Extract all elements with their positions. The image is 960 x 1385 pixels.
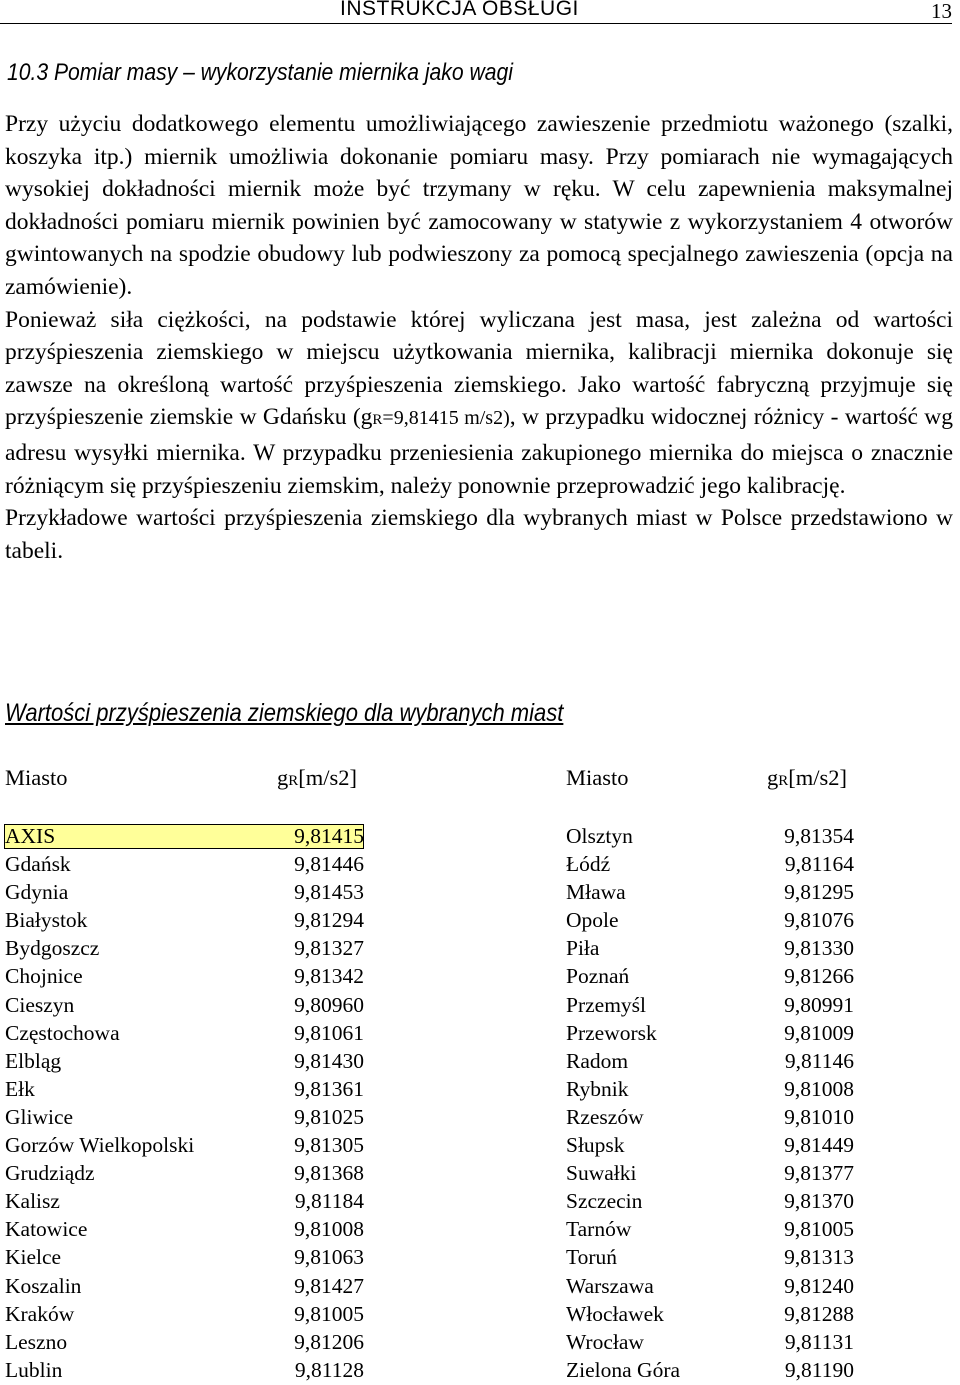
city-name-right: Przeworsk [566,1020,657,1045]
g-value-left: 9,81427 [294,1273,364,1298]
g-value-left: 9,81361 [294,1076,364,1101]
g-value-left: 9,81025 [294,1104,364,1129]
city-name-right: Włocławek [566,1301,664,1326]
column-header-g-subscript: R [288,773,299,789]
table-row [0,850,960,878]
g-value-left: 9,81430 [294,1048,364,1073]
table-row [0,1328,960,1356]
g-value-left: 9,81446 [294,852,364,877]
table-title: Wartości przyśpieszenia ziemskiego dla wybranych miast [5,699,564,727]
city-name-right: Rybnik [566,1076,629,1101]
city-name-right: Wrocław [566,1329,644,1354]
table-row [0,1103,960,1131]
city-name-left: Leszno [5,1329,68,1354]
gravity-table [0,822,960,1384]
table-row [0,1215,960,1243]
city-name-left: Katowice [5,1217,88,1242]
g-value-right: 9,81330 [784,936,854,961]
g-value-right: 9,81008 [784,1076,854,1101]
city-name-right: Toruń [566,1245,618,1270]
table-row [0,878,960,906]
g-value-left: 9,81128 [294,1357,364,1382]
column-header-g-left [277,765,357,791]
column-header-g-symbol: g [767,765,779,790]
g-value-left: 9,81005 [294,1301,364,1326]
g-value-left: 9,80960 [294,992,364,1017]
g-value-right: 9,80991 [784,992,854,1017]
paragraph-calibration-text-end: , w przypadku widocznej różnicy - wartość wg adresu wysyłki miernika. W przypadku przeniesienia zakupionego miernika do miejsca o znacznie różniącym się przyśpieszeniu ziemskim, należy ponownie przeprowadzić jego kalibrację. [5,404,953,499]
column-header-g-subscript: R [778,773,789,789]
table-row [0,962,960,990]
column-header-g-unit: [m/s2] [788,765,848,790]
city-name-left: Gdańsk [5,852,71,877]
table-row [0,1243,960,1271]
factory-g-value: =9,81415 m/s2) [382,407,510,430]
g-value-left: 9,81453 [294,880,364,905]
g-value-left: 9,81206 [294,1329,364,1354]
g-value-left: 9,81327 [294,936,364,961]
city-name-left: Koszalin [5,1273,82,1298]
city-name-left: Kraków [5,1301,75,1326]
paragraph-calibration [5,304,953,503]
g-value-right: 9,81190 [784,1357,854,1382]
city-name-left: Bydgoszcz [5,936,100,961]
g-value-right: 9,81449 [784,1133,854,1158]
header-title: INSTRUKCJA OBSŁUGI [340,0,579,20]
g-value-right: 9,81240 [784,1273,854,1298]
table-row [0,1300,960,1328]
table-row [0,934,960,962]
paragraph-table-intro: Przykładowe wartości przyśpieszenia ziemskiego dla wybranych miast w Polsce przedstawiono w tabeli. [5,505,953,564]
table-row [0,1047,960,1075]
g-value-left: 9,81184 [294,1189,364,1214]
table-row [0,1131,960,1159]
g-value-right: 9,81288 [784,1301,854,1326]
city-name-left: Gdynia [5,880,69,905]
g-value-right: 9,81005 [784,1217,854,1242]
g-value-right: 9,81164 [784,852,854,877]
city-name-left: Kalisz [5,1189,60,1214]
g-value-left: 9,81305 [294,1133,364,1158]
g-value-right: 9,81313 [784,1245,854,1270]
body-text [5,108,953,567]
header-rule [0,23,952,24]
city-name-right: Piła [566,936,600,961]
city-name-right: Suwałki [566,1161,637,1186]
g-value-left: 9,81342 [294,964,364,989]
table-row [0,906,960,934]
g-value-right: 9,81010 [784,1104,854,1129]
g-value-left: 9,81061 [294,1020,364,1045]
city-name-left: Grudziądz [5,1161,95,1186]
city-name-right: Radom [566,1048,629,1073]
column-header-g-unit: [m/s2] [298,765,358,790]
g-value-right: 9,81146 [784,1048,854,1073]
section-heading: 10.3 Pomiar masy – wykorzystanie miernika jako wagi [7,59,513,86]
city-name-left: Gliwice [5,1104,74,1129]
city-name-right: Zielona Góra [566,1357,681,1382]
column-header-g-right [767,765,847,791]
g-value-left: 9,81008 [294,1217,364,1242]
city-name-left: Chojnice [5,964,83,989]
table-row [0,991,960,1019]
city-name-right: Mława [566,880,626,905]
city-name-right: Tarnów [566,1217,632,1242]
g-value-right: 9,81131 [784,1329,854,1354]
table-row [0,1159,960,1187]
city-name-left: Gorzów Wielkopolski [5,1133,195,1158]
paragraph-calibration-text-start: Ponieważ siła ciężkości, na podstawie której wyliczana jest masa, jest zależna od wartości przyśpieszenia ziemskiego w miejscu użytkowania miernika, kalibracji miernika dokonuje się zawsze na określoną wartość przyśpieszenia ziemskiego. Jako wartość fabryczną przyjmuje się przyśpieszenie ziemskie w Gdańsku (g [5,306,953,431]
g-value-left: 9,81294 [294,908,364,933]
g-value-left: 9,81415 [294,824,364,848]
column-header-g-symbol: g [277,765,289,790]
g-value-right: 9,81354 [784,824,854,848]
column-header-city-right: Miasto [566,765,629,790]
page-header [0,0,960,24]
city-name-right: Łódź [566,852,611,877]
city-name-right: Olsztyn [566,824,633,848]
page-number: 13 [931,0,952,23]
city-name-left: Częstochowa [5,1020,120,1045]
city-name-right: Warszawa [566,1273,654,1298]
column-header-city-left: Miasto [5,765,68,790]
g-value-right: 9,81266 [784,964,854,989]
g-value-right: 9,81076 [784,908,854,933]
g-value-right: 9,81370 [784,1189,854,1214]
paragraph-weighing-setup: Przy użyciu dodatkowego elementu umożliwiającego zawieszenie przedmiotu ważonego (szalki, koszyka itp.) miernik umożliwia dokonanie pomiaru masy. Przy pomiarach nie wymagających wysokiej dokładności miernik może być trzymany w ręku. W celu zapewnienia maksymalnej dokładności pomiaru miernik powinien być zamocowany w statywie z wykorzystaniem 4 otworów gwintowanych na spodzie obudowy lub podwieszony za pomocą specjalnego zawieszenia (opcja na zamówienie). [5,111,953,300]
table-row [0,1187,960,1215]
city-name-right: Słupsk [566,1133,625,1158]
city-name-left: Białystok [5,908,88,933]
g-value-left: 9,81063 [294,1245,364,1270]
city-name-right: Poznań [566,964,630,989]
city-name-right: Przemyśl [566,992,647,1017]
city-name-left: Cieszyn [5,992,75,1017]
g-value-left: 9,81368 [294,1161,364,1186]
table-row [0,822,960,850]
city-name-left: Lublin [5,1357,63,1382]
city-name-right: Szczecin [566,1189,643,1214]
city-name-left: Ełk [5,1076,35,1101]
table-row [0,1075,960,1103]
g-value-right: 9,81377 [784,1161,854,1186]
city-name-left: Elbląg [5,1048,62,1073]
table-row [0,1272,960,1300]
table-row [0,1356,960,1384]
table-row [0,1019,960,1047]
g-value-right: 9,81009 [784,1020,854,1045]
city-name-right: Rzeszów [566,1104,644,1129]
city-name-left: Kielce [5,1245,62,1270]
city-name-right: Opole [566,908,619,933]
g-value-right: 9,81295 [784,880,854,905]
city-name-left: AXIS [5,824,56,848]
gr-subscript: R [372,412,383,429]
